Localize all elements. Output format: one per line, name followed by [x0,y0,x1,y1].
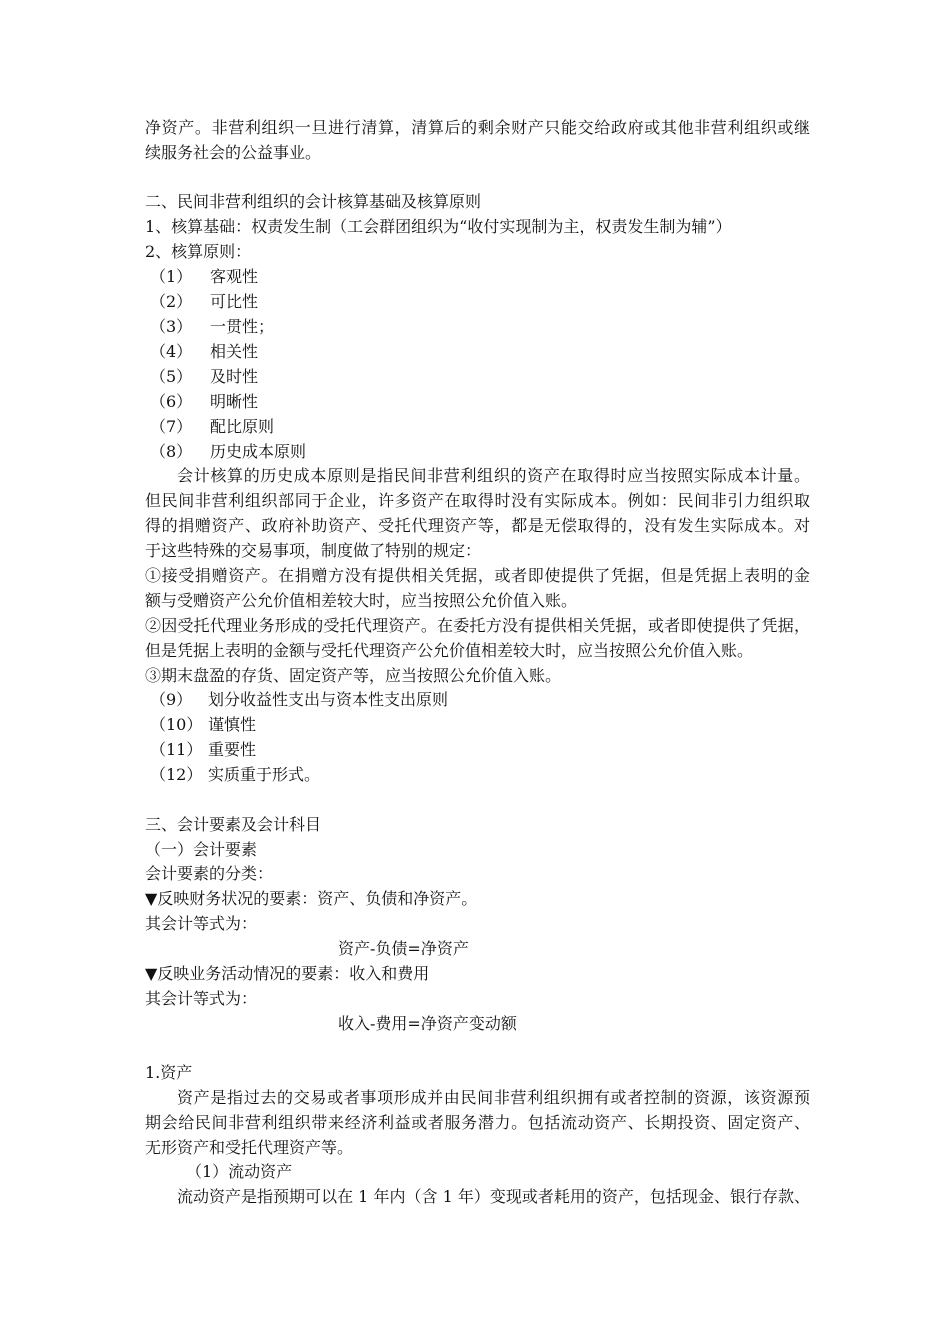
list-item: （1） 客观性 [150,267,259,286]
paragraph-line: ③期末盘盈的存货、固定资产等，应当按照公允价值入账。 [145,666,562,685]
paragraph-line: ②因受托代理业务形成的受托代理资产。在委托方没有提供相关凭据，或者即使提供了凭据， [145,616,810,635]
list-item: （6） 明晰性 [150,392,259,411]
equation: 资产-负债=净资产 [338,939,469,958]
paragraph-line: 流动资产是指预期可以在 1 年内（含 1 年）变现或者耗用的资产，包括现金、银行存款、 [177,1187,810,1206]
list-item: （2） 可比性 [150,292,259,311]
subheading: 1.资产 [145,1063,193,1082]
paragraph-line: 但是凭据上表明的金额与受托代理资产公允价值相差较大时，应当按照公允价值入账。 [145,641,754,660]
paragraph-line: 续服务社会的公益事业。 [145,143,322,162]
list-item: （7） 配比原则 [150,417,275,436]
accounting-basis: 1、核算基础：权责发生制（工会群团组织为“收付实现制为主，权责发生制为辅”） [145,217,732,236]
bullet-item: ▼反映财务状况的要素：资产、负债和净资产。 [145,889,478,908]
section-heading-2: 二、民间非营利组织的会计核算基础及核算原则 [145,192,482,211]
paragraph-line: ①接受捐赠资产。在捐赠方没有提供相关凭据，或者即使提供了凭据，但是凭据上表明的金 [145,566,810,585]
paragraph-line: 其会计等式为： [145,914,258,933]
bullet-item: ▼反映业务活动情况的要素：收入和费用 [145,964,430,983]
subheading: （1）流动资产 [186,1162,293,1181]
paragraph-line: 会计核算的历史成本原则是指民间非营利组织的资产在取得时应当按照实际成本计量。 [177,466,810,485]
paragraph-line: 无形资产和受托代理资产等。 [145,1138,354,1157]
paragraph-line: 会计要素的分类： [145,864,274,883]
subheading: （一）会计要素 [145,840,258,859]
list-item: （3） 一贯性； [150,317,275,336]
paragraph-line: 资产是指过去的交易或者事项形成并由民间非营利组织拥有或者控制的资源，该资源预 [177,1088,810,1107]
section-heading-3: 三、会计要素及会计科目 [145,815,322,834]
paragraph-line: 得的捐赠资产、政府补助资产、受托代理资产等，都是无偿取得的，没有发生实际成本。对 [145,516,810,535]
list-item: （4） 相关性 [150,342,259,361]
list-item: （9） 划分收益性支出与资本性支出原则 [150,690,449,709]
paragraph-line: 净资产。非营利组织一旦进行清算，清算后的剩余财产只能交给政府或其他非营利组织或继 [145,118,810,137]
paragraph-line: 额与受赠资产公允价值相差较大时，应当按照公允价值入账。 [145,591,578,610]
list-item: （8） 历史成本原则 [150,442,307,461]
paragraph-line: 于这些特殊的交易事项，制度做了特别的规定： [145,541,482,560]
paragraph-line: 其会计等式为： [145,989,258,1008]
list-item: （11） 重要性 [150,740,257,759]
list-item: （12） 实质重于形式。 [150,765,321,784]
list-item: （10） 谨慎性 [150,715,257,734]
principles-title: 2、核算原则： [145,242,252,261]
paragraph-line: 但民间非营利组织部同于企业，许多资产在取得时没有实际成本。例如：民间非引力组织取 [145,491,810,510]
equation: 收入-费用=净资产变动额 [338,1014,517,1033]
paragraph-line: 期会给民间非营利组织带来经济利益或者服务潜力。包括流动资产、长期投资、固定资产、 [145,1113,810,1132]
list-item: （5） 及时性 [150,367,259,386]
